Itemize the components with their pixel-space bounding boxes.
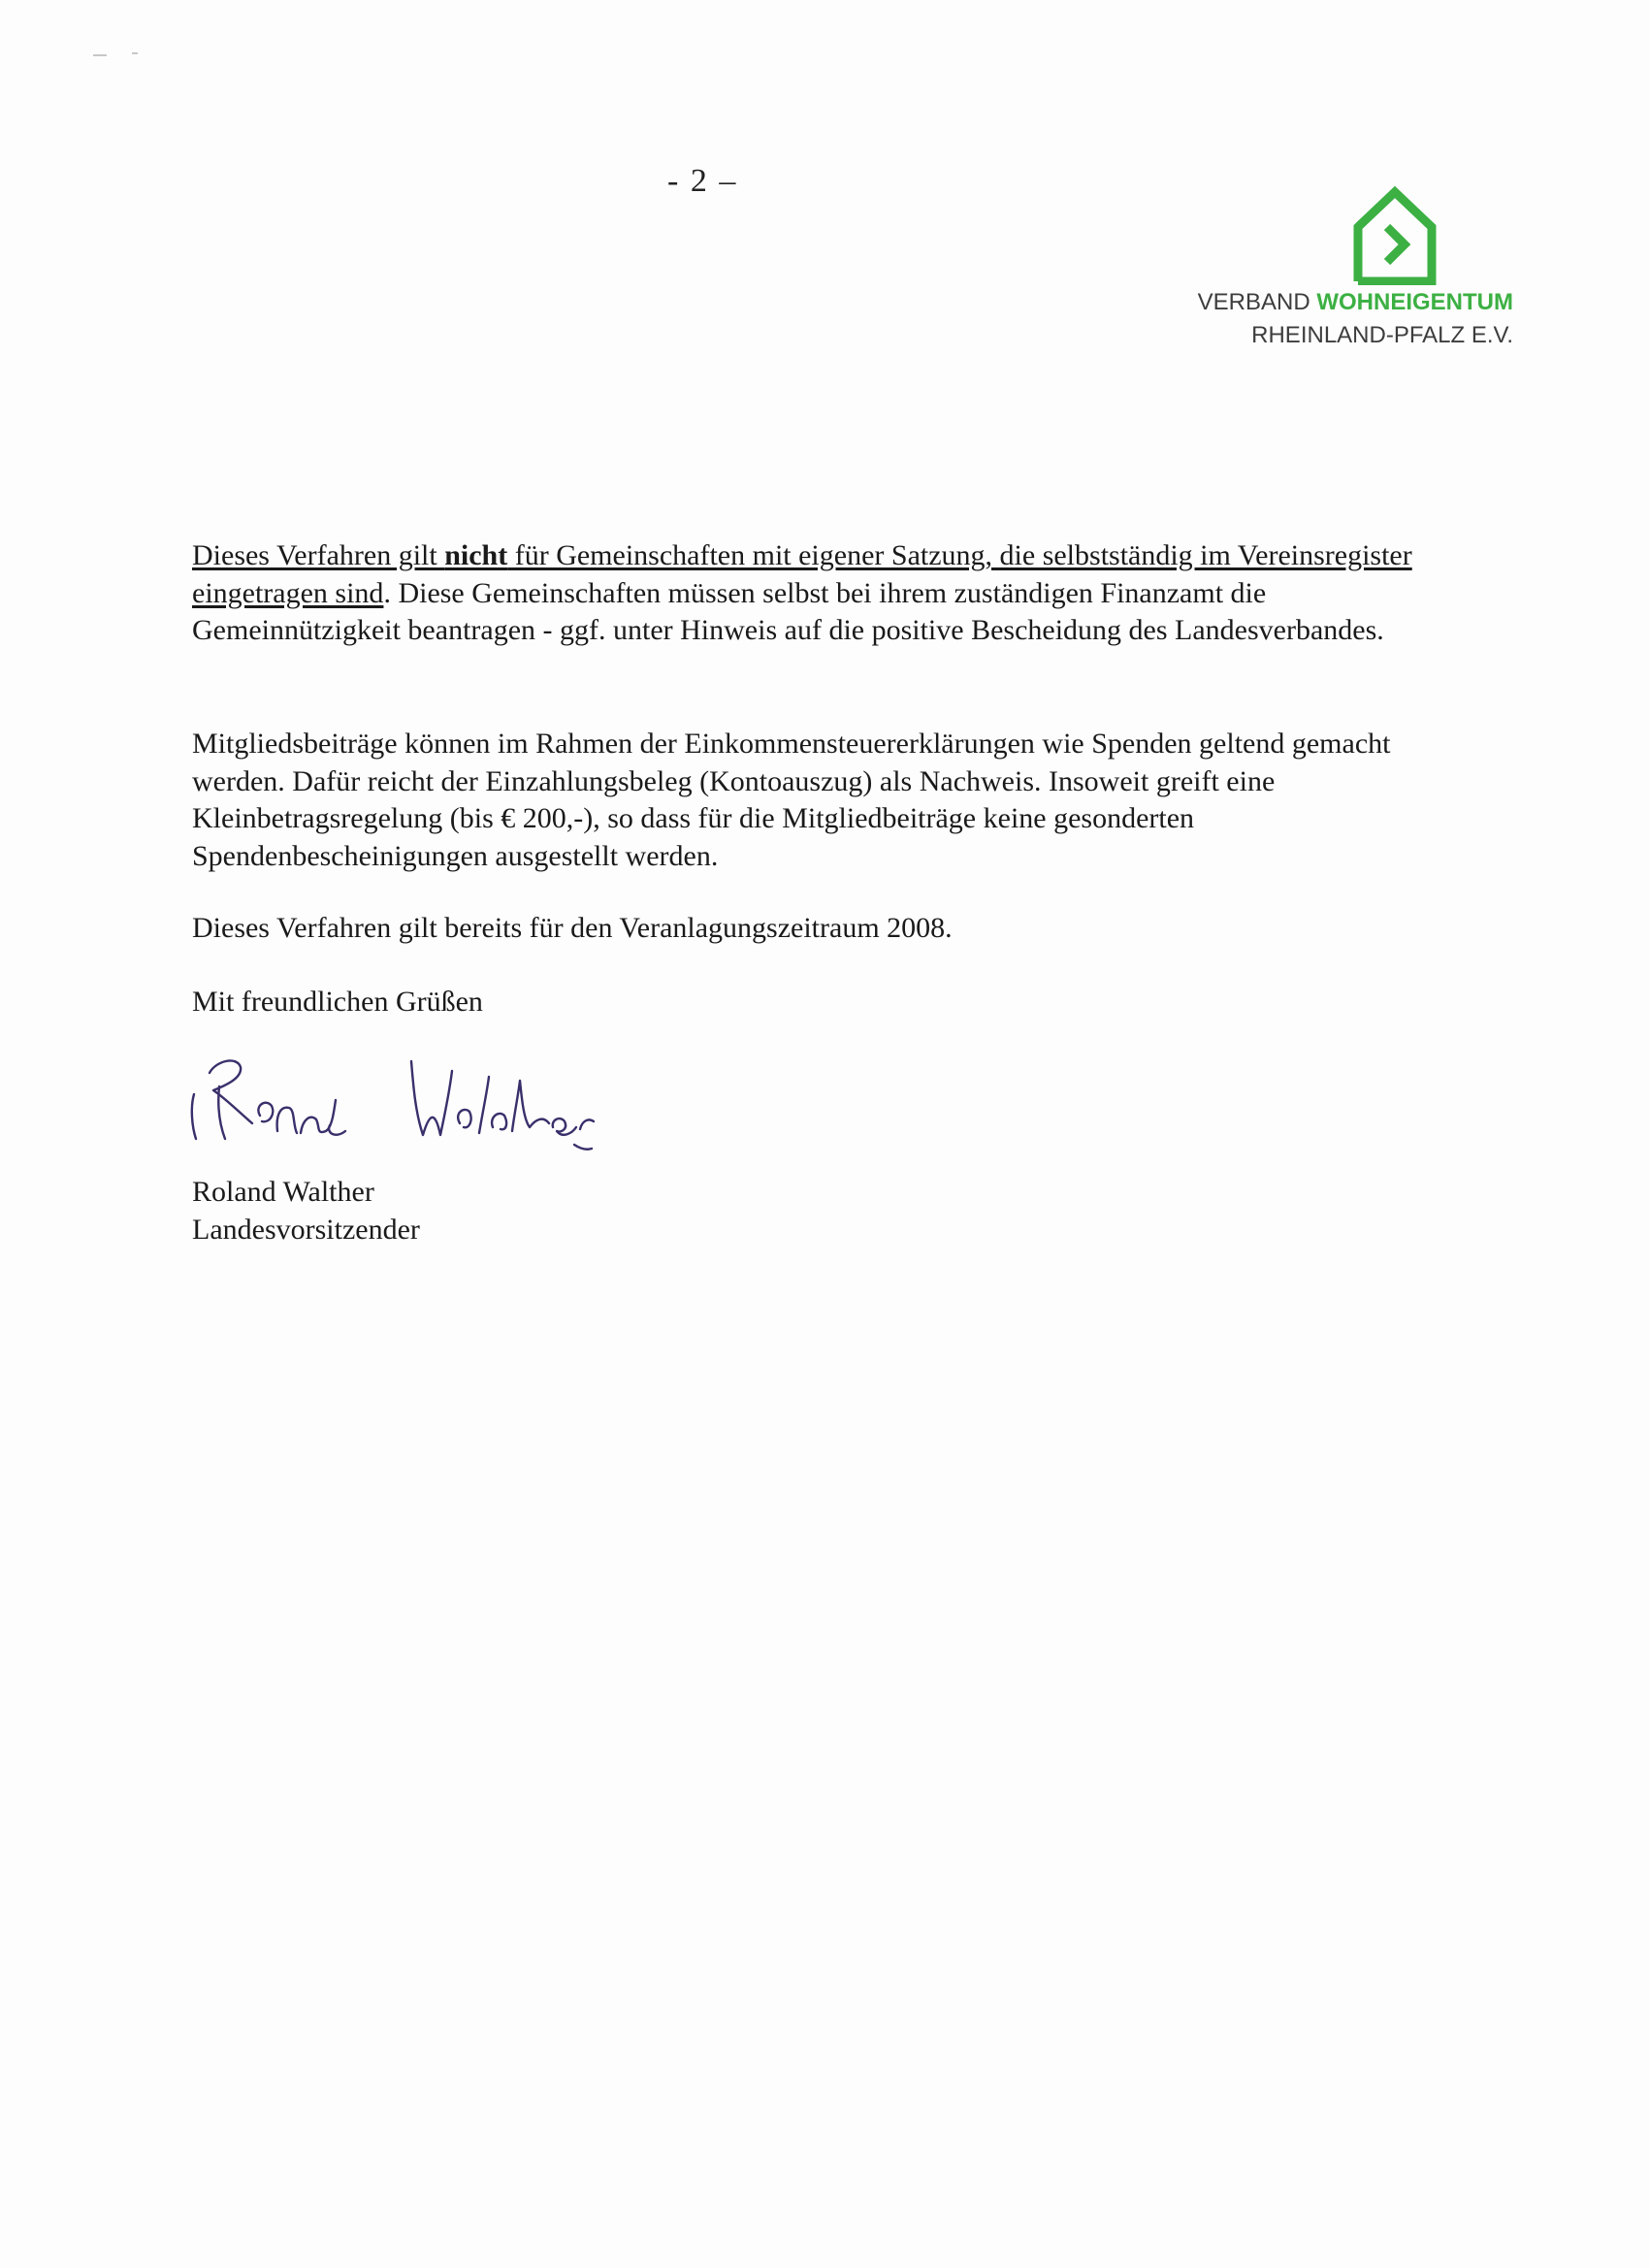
logo-prefix: VERBAND (1197, 289, 1317, 315)
paragraph-text: . Diese Gemeinschaften müssen selbst bei ihrem zuständigen Finanzamt die Gemeinnützigkeit beantragen - ggf. unter Hinweis auf die positive Bescheidung des Landesverbandes. (192, 576, 1384, 646)
scan-artifact (132, 52, 138, 54)
logo-text-line1 (1198, 289, 1513, 316)
paragraph-mitgliedsbeitraege: Mitgliedsbeiträge können im Rahmen der Einkommensteuererklärungen wie Spenden geltend gemacht werden. Dafür reicht der Einzahlungsbeleg (Kontoauszug) als Nachweis. Insoweit greift eine Kleinbetragsregelung (bis € 200,-), so dass für die Mitgliedbeiträge keine gesonderten Spendenbescheinigungen ausgestellt werden. (192, 728, 1391, 872)
paragraph-satzung (192, 537, 1453, 650)
closing-greeting: Mit freundlichen Grüßen (192, 986, 483, 1018)
page-number: - 2 – (667, 163, 738, 199)
logo-brand: WOHNEIGENTUM (1316, 289, 1513, 315)
bold-emphasis: nicht (444, 539, 508, 571)
underlined-text: Dieses Verfahren gilt (192, 539, 445, 571)
signer-block (192, 1174, 1453, 1248)
logo-text-line2: RHEINLAND-PFALZ E.V. (1251, 322, 1513, 348)
house-icon (1348, 184, 1441, 285)
signer-name: Roland Walther (192, 1176, 374, 1208)
organization-logo (1164, 184, 1513, 349)
signer-title: Landesvorsitzender (192, 1213, 420, 1246)
underlined-text: für Gemeinschaften mit eigener Satzung, die selbstständig im Vereinsregister eingetragen sind (192, 539, 1412, 609)
paragraph-veranlagungszeitraum: Dieses Verfahren gilt bereits für den Veranlagungszeitraum 2008. (192, 912, 953, 944)
scan-artifact (93, 54, 107, 56)
handwritten-signature (180, 1038, 607, 1164)
